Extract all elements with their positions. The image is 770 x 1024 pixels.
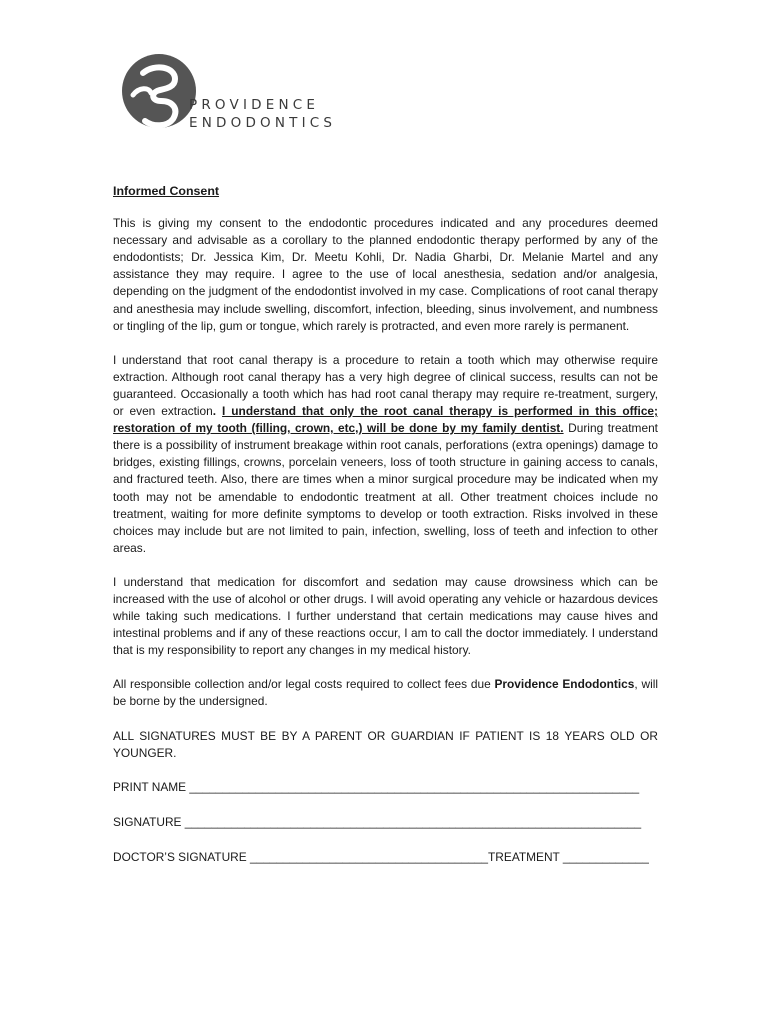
paragraph-consent: This is giving my consent to the endodontic procedures indicated and any procedures deemed necessary and advisable as a corollary to the planned endodontic therapy performed by any of the endodontists; Dr. Jessica Kim, Dr. Meetu Kohli, Dr. Nadia Gharbi, Dr. Melanie Martel and any assistance they may require. I agree to the use of local anesthesia, sedation and/or analgesia, depending on the judgment of the endodontist involved in my case. Complications of root canal therapy and anesthesia may include swelling, discomfort, infection, bleeding, sinus involvement, and numbness or tingling of the lip, gum or tongue, which rarely is protracted, and even more rarely is permanent. <box>113 216 658 333</box>
logo-line-providence: PROVIDENCE <box>189 97 320 113</box>
paragraph-collection <box>113 676 658 710</box>
restoration-notice: I understand that only the root canal therapy is performed in this office; restoration of my tooth (filling, crown, etc,) will be done by my family dentist. <box>113 404 659 436</box>
page-title: Informed Consent <box>113 184 220 198</box>
logo-wordmark <box>189 96 336 132</box>
doctor-treatment-row <box>113 849 658 866</box>
providence-logo-icon <box>121 53 197 129</box>
practice-name: Providence Endodontics <box>494 677 635 692</box>
paragraph-root-canal-period: . <box>212 404 223 419</box>
collection-text: All responsible collection and/or legal costs required to collect fees due <box>113 677 495 692</box>
signature-field[interactable]: SIGNATURE _____________________________________________________________________ <box>113 814 642 829</box>
paragraph-signature-notice: ALL SIGNATURES MUST BE BY A PARENT OR GUARDIAN IF PATIENT IS 18 YEARS OLD OR YOUNGER. <box>113 728 658 760</box>
paragraph-root-canal-risks: During treatment there is a possibility of instrument breakage within root canals, perforations (extra openings) damage to bridges, existing fillings, crowns, porcelain veneers, loss of tooth structure in gaining access to canals, and fractured teeth. Also, there are times when a minor surgical procedure may be indicated when my tooth may not be amendable to endodontic treatment at all. Other treatment choices include no treatment, waiting for more definite symptoms to develop or tooth extraction. Risks involved in these choices may include but are not limited to pain, infection, swelling, loss of teeth and infection to other areas. <box>113 421 658 555</box>
treatment-field[interactable]: TREATMENT _____________ <box>488 849 649 864</box>
paragraph-root-canal <box>113 352 658 557</box>
paragraph-medication: I understand that medication for discomfort and sedation may cause drowsiness which can be increased with the use of alcohol or other drugs. I will avoid operating any vehicle or hazardous devices while taking such medications. I further understand that certain medications may cause hives and intestinal problems and if any of these reactions occur, I am to call the doctor immediately. I understand that is my responsibility to report any changes in my medical history. <box>113 574 658 658</box>
collection-text-end: , will be borne by the undersigned. <box>113 677 658 709</box>
logo-line-endodontics: ENDODONTICS <box>189 115 337 131</box>
paragraph-root-canal-text: I understand that root canal therapy is a procedure to retain a tooth which may otherwise require extraction. Although root canal therapy has a very high degree of clinical success, results can not be guaranteed. Occasionally a tooth which has had root canal therapy may require re-treatment, surgery, or even extraction <box>113 352 658 419</box>
print-name-field[interactable]: PRINT NAME ____________________________________________________________________ <box>113 779 640 794</box>
doctor-signature-field[interactable]: DOCTOR’S SIGNATURE ____________________________________ <box>113 849 489 864</box>
consent-document <box>113 183 658 884</box>
